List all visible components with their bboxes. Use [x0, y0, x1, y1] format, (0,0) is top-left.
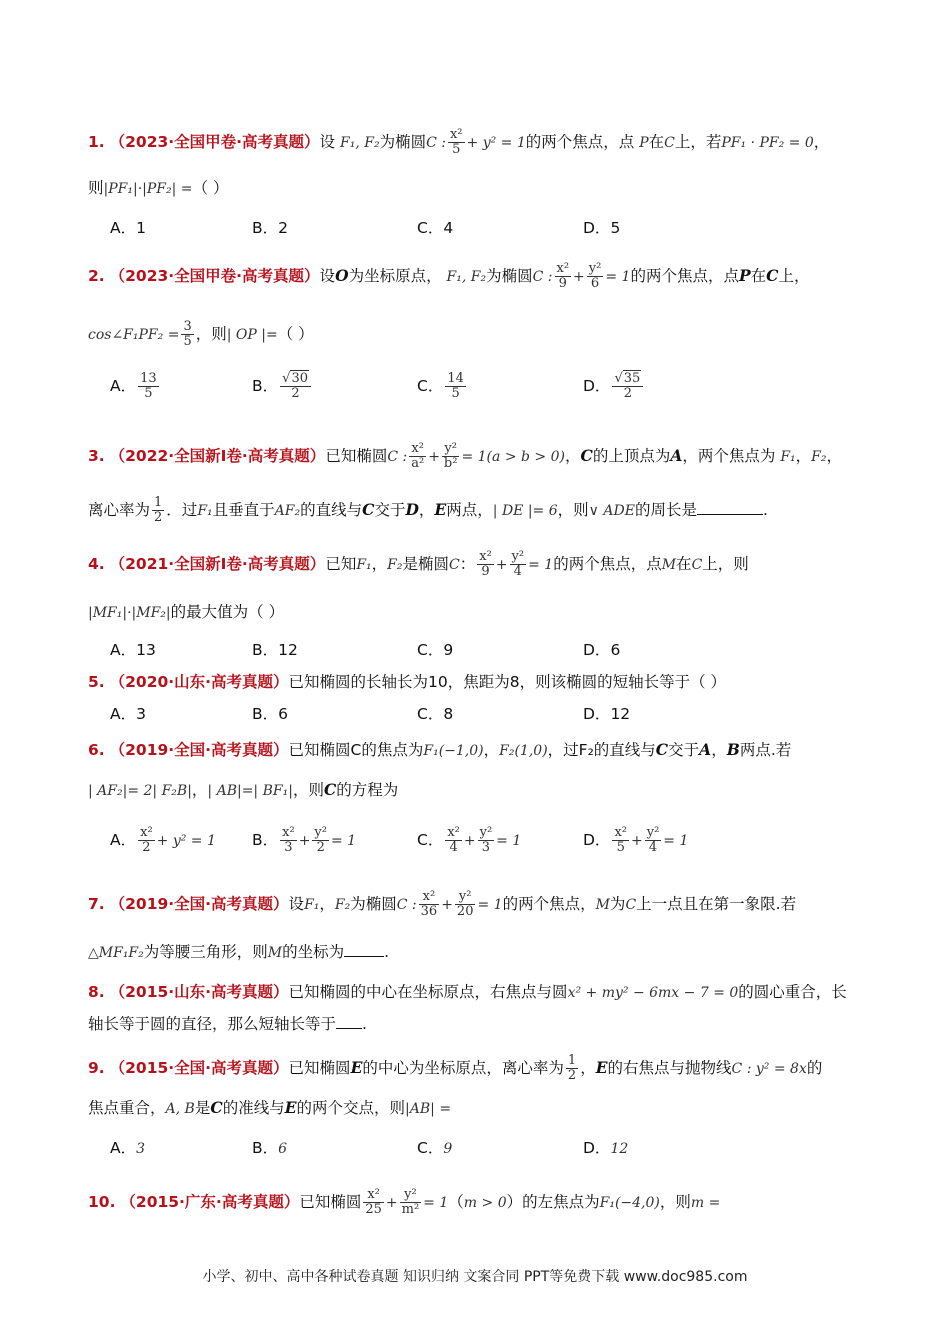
option-a[interactable]: A．3: [110, 705, 146, 723]
option-d[interactable]: D．5: [583, 219, 621, 237]
option-c[interactable]: C． $\frac{14}{5}$: [417, 371, 464, 401]
question-7: 7. （2019·全国·高考真题）设F₁，F₂为椭圆C : $\frac{\text{x²}}{36}$ + $\frac{\text{y²}}{20}$ = 1的两个焦点，M为C上一点且在第一象限.若: [88, 889, 797, 919]
question-2-options: [110, 372, 862, 402]
question-8-line2: 轴长等于圆的直径，那么短轴长等于 .: [88, 1012, 862, 1036]
question-number: 1.: [88, 133, 105, 151]
option-a[interactable]: A． $\frac{13}{5}$: [110, 371, 157, 401]
option-b[interactable]: B．2: [252, 219, 289, 237]
question-source: （2015·山东·高考真题）: [109, 983, 289, 1001]
option-b[interactable]: B．12: [252, 641, 298, 659]
option-a[interactable]: A．1: [110, 219, 146, 237]
question-4: 4. （2021·全国新Ⅰ卷·高考真题）已知F₁，F₂是椭圆C： $\frac{\text{x²}}{9}$ + $\frac{\text{y²}}{4}$ = 1的两个焦点，点M在C上，则: [88, 549, 749, 579]
question-1-options: [110, 216, 862, 246]
question-number: 6.: [88, 741, 105, 759]
question-number: 9.: [88, 1059, 105, 1077]
footer-ad-text: 小学、初中、高中各种试卷真题 知识归纳 文案合同 PPT等免费下载 www.doc985.com: [202, 1269, 748, 1285]
question-8: 8. （2015·山东·高考真题）已知椭圆的中心在坐标原点，右焦点与圆x² + my² − 6mx − 7 = 0的圆心重合，长: [88, 983, 847, 1001]
question-number: 10.: [88, 1193, 116, 1211]
question-source: （2019·全国·高考真题）: [109, 895, 289, 913]
option-a[interactable]: A． $\frac{\text{x²}}{2}$ + y² = 1: [110, 825, 216, 855]
question-3-line2: 离心率为 $\frac{1}{2}$ ．过F₁且垂直于AF₂的直线与C交于D，E两点，| DE |= 6，则∨ ADE的周长是 .: [88, 495, 768, 525]
question-1-line2: 则|PF₁|·|PF₂| =（ ）: [88, 179, 229, 197]
question-number: 2.: [88, 267, 105, 285]
question-source: （2015·广东·高考真题）: [120, 1193, 300, 1211]
question-10: 10. （2015·广东·高考真题）已知椭圆 $\frac{\text{x²}}{25}$ + $\frac{\text{y²}}{\text{m²}}$ = 1（m > 0）的左焦点为F₁(−4,0)，则m =: [88, 1187, 721, 1217]
question-2: 2. （2023·全国甲卷·高考真题）设O为坐标原点， F₁, F₂为椭圆C : $\frac{\text{x²}}{9}$ + $\frac{\text{y²}}{6}$ = 1的两个焦点，点P在C上，: [88, 261, 810, 291]
option-c[interactable]: C．9: [417, 1139, 453, 1157]
option-d[interactable]: D．12: [583, 1139, 629, 1157]
question-3: 3. （2022·全国新Ⅰ卷·高考真题）已知椭圆C : $\frac{\text{x²}}{\text{a²}}$ + $\frac{\text{y²}}{\text{b²}}$ = 1(a > b > 0)，C的上顶点为A，两个焦点为 F₁，F₂，: [88, 441, 843, 471]
question-7-line2: △MF₁F₂为等腰三角形，则M的坐标为 .: [88, 940, 862, 965]
fraction: $\frac{\text{x²}}{5}$: [449, 127, 463, 157]
option-d[interactable]: D． $\frac{√35}{2}$: [583, 372, 645, 401]
question-number: 5.: [88, 673, 105, 691]
option-b[interactable]: B． $\frac{\text{x²}}{3}$ + $\frac{\text{y²}}{2}$ = 1: [252, 825, 357, 855]
option-b[interactable]: B．6: [252, 705, 289, 723]
question-number: 7.: [88, 895, 105, 913]
question-number: 3.: [88, 447, 105, 465]
option-a[interactable]: A．13: [110, 641, 156, 659]
answer-blank[interactable]: [336, 1012, 362, 1029]
question-9-options: [110, 1136, 862, 1166]
question-5-options: [110, 702, 862, 732]
option-d[interactable]: D．6: [583, 641, 621, 659]
question-number: 4.: [88, 555, 105, 573]
answer-blank[interactable]: [344, 940, 384, 957]
question-source: （2021·全国新Ⅰ卷·高考真题）: [109, 555, 326, 573]
question-6-line2: | AF₂|= 2| F₂B|，| AB|=| BF₁|，则C的方程为: [88, 780, 399, 799]
question-source: （2023·全国甲卷·高考真题）: [109, 133, 320, 151]
question-9: 9. （2015·全国·高考真题）已知椭圆E的中心为坐标原点，离心率为 $\frac{1}{2}$ ，E的右焦点与抛物线C : y² = 8x的: [88, 1053, 823, 1083]
question-4-line2: |MF₁|·|MF₂|的最大值为（ ）: [88, 603, 285, 621]
option-d[interactable]: D． $\frac{\text{x²}}{5}$ + $\frac{\text{y²}}{4}$ = 1: [583, 825, 689, 855]
option-b[interactable]: B． $\frac{√30}{2}$: [252, 372, 313, 401]
option-b[interactable]: B．6: [252, 1139, 288, 1157]
question-number: 8.: [88, 983, 105, 1001]
question-5: 5. （2020·山东·高考真题）已知椭圆的长轴长为10，焦距为8，则该椭圆的短轴长等于（ ）: [88, 673, 727, 691]
option-c[interactable]: C． $\frac{\text{x²}}{4}$ + $\frac{\text{y²}}{3}$ = 1: [417, 825, 522, 855]
question-9-line2: 焦点重合，A, B是C的准线与E的两个交点，则|AB| =: [88, 1098, 452, 1117]
option-c[interactable]: C．8: [417, 705, 454, 723]
question-1: 1. （2023·全国甲卷·高考真题）设 F₁, F₂为椭圆C : $\frac{\text{x²}}{5}$ + y² = 1的两个焦点，点 P在C上，若PF₁ · PF₂ = 0，: [88, 127, 830, 157]
option-c[interactable]: C．4: [417, 219, 454, 237]
option-a[interactable]: A．3: [110, 1139, 146, 1157]
question-4-options: [110, 638, 862, 668]
question-source: （2020·山东·高考真题）: [109, 673, 289, 691]
question-source: （2019·全国·高考真题）: [109, 741, 289, 759]
question-6: 6. （2019·全国·高考真题）已知椭圆C的焦点为F₁(−1,0)，F₂(1,0)，过F₂的直线与C交于A，B两点.若: [88, 740, 792, 759]
question-source: （2015·全国·高考真题）: [109, 1059, 289, 1077]
question-2-line2: cos∠F₁PF₂ = $\frac{3}{5}$ ，则| OP |=（ ）: [88, 319, 314, 349]
question-6-options: [110, 826, 862, 856]
question-source: （2023·全国甲卷·高考真题）: [109, 267, 320, 285]
question-source: （2022·全国新Ⅰ卷·高考真题）: [109, 447, 326, 465]
option-d[interactable]: D．12: [583, 705, 631, 723]
answer-blank[interactable]: [697, 498, 763, 515]
option-c[interactable]: C．9: [417, 641, 454, 659]
